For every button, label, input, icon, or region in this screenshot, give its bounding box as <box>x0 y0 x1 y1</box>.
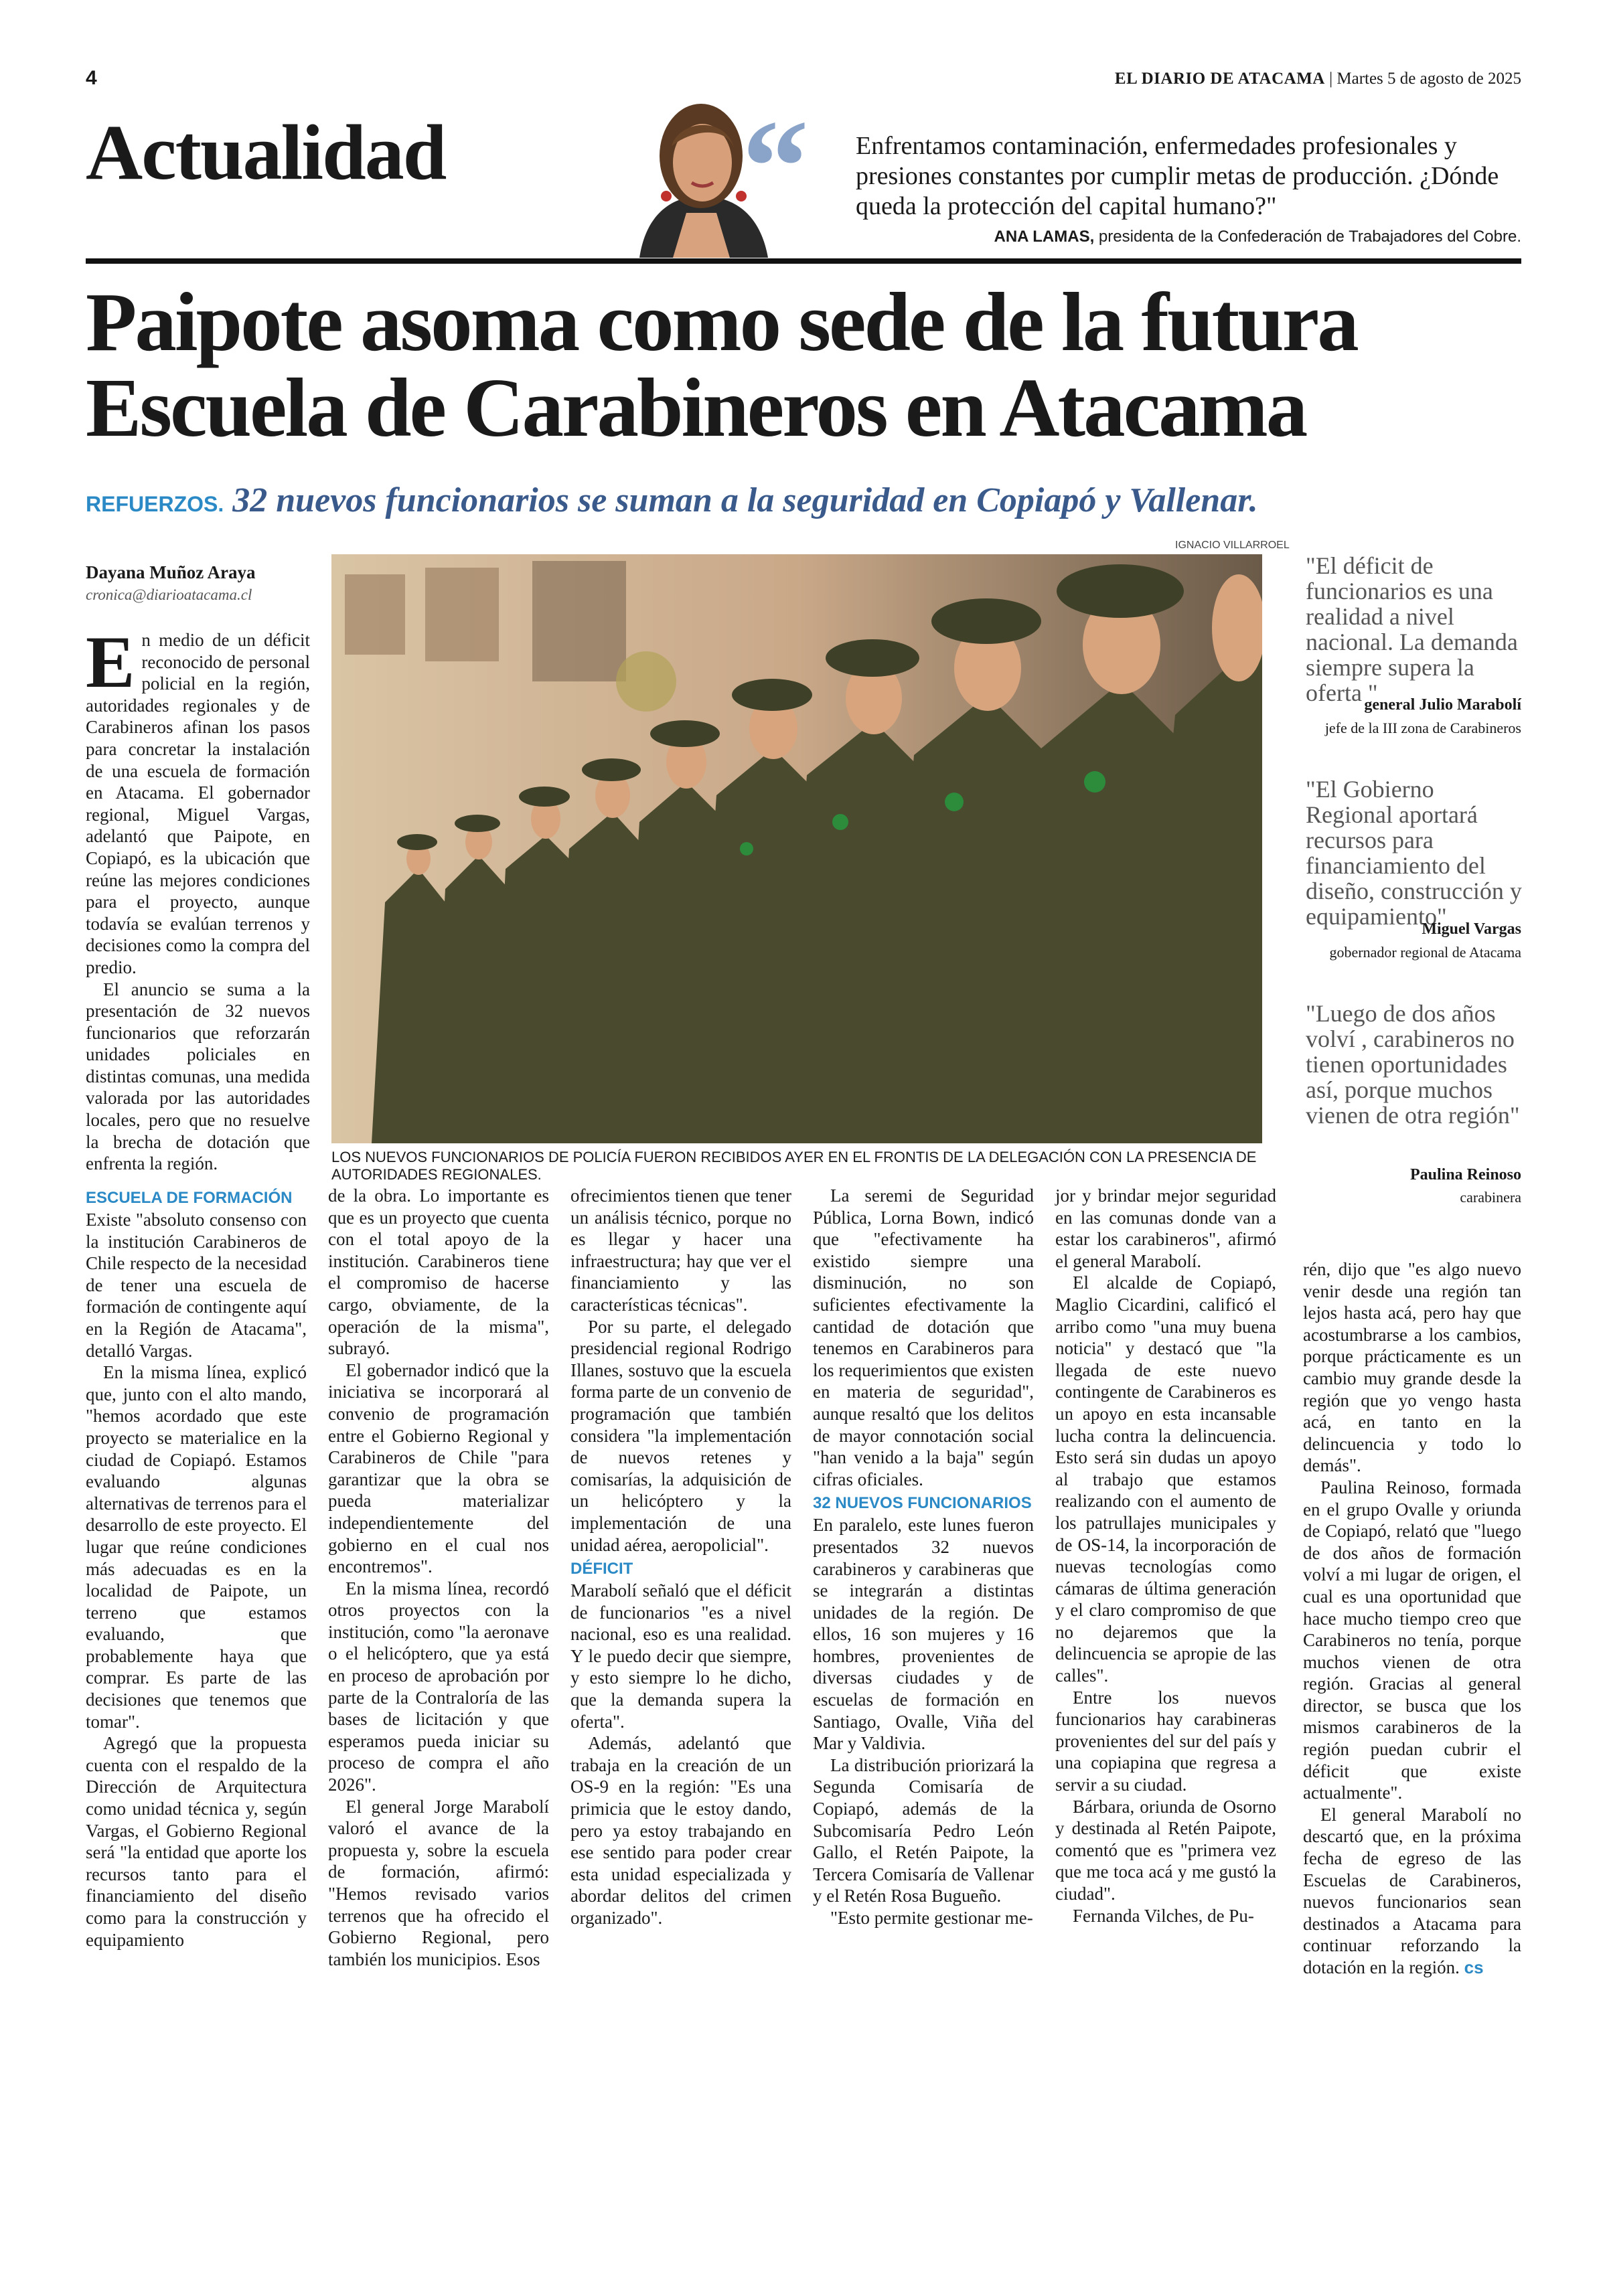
body-column-3 <box>570 1185 791 1929</box>
page-number: 4 <box>86 67 97 89</box>
body-paragraph: El gobernador indicó que la iniciativa se incorporará al convenio de programación entre el Gobierno Regional y Carabineros de Chile "para garantizar que la obra se pueda materializar independientemente del gobierno en el cual nos encontremos". <box>328 1360 549 1577</box>
body-paragraph: En la misma línea, recordó otros proyectos con la institución, como "la aeronave o el helicóptero, que ya está en proceso de aprobación por parte de la Contraloría de las bases de licitación y que esperamos pueda iniciar su proceso de compra el año 2026". <box>328 1578 549 1795</box>
section-title: Actualidad <box>86 108 446 196</box>
headline-line-1: Paipote asoma como sede de la futura <box>86 276 1357 369</box>
body-column-4 <box>813 1185 1034 1929</box>
quote-person-role: presidenta de la Confederación de Trabajadores del Cobre. <box>1098 228 1521 246</box>
main-photo <box>331 554 1262 1143</box>
headline <box>86 276 1559 455</box>
quote-person-name: ANA LAMAS, <box>994 228 1095 246</box>
body-paragraph: "Esto permite gestionar me- <box>830 1908 1033 1928</box>
side-quote-1-role: jefe de la III zona de Carabineros <box>1324 720 1521 736</box>
end-mark-icon: cs <box>1464 1957 1484 1977</box>
body-paragraph <box>1303 1804 1521 1979</box>
body-paragraph: Entre los nuevos funcionarios hay carabineras provenientes del sur del país y una copiapina que regresa a servir a su ciudad. <box>1055 1687 1276 1795</box>
lead-column <box>86 621 310 1175</box>
top-quote-attribution <box>994 228 1521 246</box>
deck-text: 32 nuevos funcionarios se suman a la seguridad en Copiapó y Vallenar. <box>232 481 1258 519</box>
kicker: REFUERZOS. <box>86 492 224 516</box>
body-paragraph: En la misma línea, explicó que, junto con el alto mando, "hemos acordado que este proyecto se materialice en la ciudad de Copiapó. Estamos evaluando algunas alternativas de terrenos para el desarrollo de este proyecto. El lugar que reúne condiciones más adecuadas es en la localidad de Paipote, un terreno que estamos evaluando, que probablemente haya que comprar. Es parte de las decisiones que tenemos que tomar". <box>86 1362 307 1732</box>
side-quote-3: "Luego de dos años volví , carabineros no tienen oportunidades así, porque muchos vienen de otra región" <box>1306 1000 1520 1129</box>
body-paragraph: En paralelo, este lunes fueron presentados 32 nuevos carabineros y carabineras que se integrarán a distintas unidades de la región. De ellos, 16 son mujeres y 16 hombres, provenientes de diversas ciudades y de escuelas de formación en Santiago, Ovalle, Viña del Mar y Valdivia. <box>813 1515 1034 1754</box>
body-column-2 <box>328 1185 549 1970</box>
body-paragraph: Además, adelantó que trabaja en la creación de un OS-9 en la región: "Es una primicia que le estoy dando, pero ya estoy trabajando en ese sentido para poder crear esta unidad especializada y abordar delitos del crimen organizado". <box>570 1733 791 1928</box>
quote-mark-icon: “ <box>742 93 809 241</box>
body-paragraph: Fernanda Vilches, de Pu- <box>1073 1905 1254 1926</box>
body-column-1 <box>86 1185 307 1951</box>
side-quote-1: "El déficit de funcionarios es una realidad a nivel nacional. La demanda siempre supera la oferta " <box>1306 552 1518 706</box>
body-column-5 <box>1055 1185 1276 1926</box>
body-paragraph: Agregó que la propuesta cuenta con el respaldo de la Dirección de Arquitectura como unidad técnica y, según Vargas, el Gobierno Regional será "la entidad que aporte los recursos tanto para el financiamiento del diseño como para la construcción y equipamiento <box>86 1733 307 1950</box>
header-rule <box>86 258 1521 264</box>
body-paragraph: El general Jorge Marabolí valoró el avance de la propuesta y, sobre la escuela de formación, afirmó: "Hemos revisado varios terrenos que ha ofrecido el Gobierno Regional, pero también los municipios. Esos <box>328 1796 549 1969</box>
masthead <box>1115 70 1521 88</box>
headline-line-2: Escuela de Carabineros en Atacama <box>86 362 1306 455</box>
subhead-nuevos-funcionarios: 32 NUEVOS FUNCIONARIOS <box>813 1494 1032 1513</box>
body-paragraph: rén, dijo que "es algo nuevo venir desde una región tan lejos hasta acá, pero hay que acostumbrarse a los cambios, porque prácticamente es un cambio muy grande desde la región que yo vengo hasta acá, en tanto en la delincuencia y todo lo demás". <box>1303 1259 1521 1476</box>
side-quote-2: "El Gobierno Regional aportará recursos para financiamiento del diseño, construcción y equipamiento" <box>1306 776 1522 930</box>
body-paragraph-text: El general Marabolí no descartó que, en la próxima fecha de egreso de las Escuelas de Carabineros, nuevos funcionarios sean destinados a Atacama para continuar reforzando la dotación en la región. <box>1303 1804 1521 1977</box>
body-paragraph: La seremi de Seguridad Pública, Lorna Bown, indicó que "efectivamente ha existido siempre una disminución, no son suficientes efectivamente la cantidad de dotación que tenemos en Carabineros para los requerimientos que existen en materia de seguridad", aunque resaltó que los delitos de mayor connotación social "han venido a la baja" según cifras oficiales. <box>813 1185 1034 1489</box>
side-quote-2-name: Miguel Vargas <box>1422 920 1521 938</box>
body-paragraph: Bárbara, oriunda de Osorno y destinada al Retén Paipote, comentó que es "primera vez que me toca acá y me gustó la ciudad". <box>1055 1796 1276 1904</box>
side-quote-2-role: gobernador regional de Atacama <box>1329 944 1521 961</box>
deck <box>86 481 1258 520</box>
subhead-escuela: ESCUELA DE FORMACIÓN <box>86 1189 293 1207</box>
byline: Dayana Muñoz Araya <box>86 562 256 582</box>
lead-paragraph: n medio de un déficit reconocido de personal policial en la región, autoridades regionales y de Carabineros afinan los pasos para concretar la instalación de una escuela de formación en Atacama. El gobernador regional, Miguel Vargas, adelantó que Paipote, en Copiapó, es la ubicación que reúne las mejores condiciones para el proyecto, aunque todavía se evalúan terrenos y decisiones como la compra del predio. <box>86 630 310 977</box>
issue-date: | Martes 5 de agosto de 2025 <box>1329 70 1521 88</box>
publication-name: EL DIARIO DE ATACAMA <box>1114 70 1325 88</box>
body-paragraph: Paulina Reinoso, formada en el grupo Ovalle y oriunda de Copiapó, relató que "luego de dos años de formación volví a mi lugar de origen, el cual es una oportunidad que hace mucho tiempo creo que Carabineros no tenía, porque muchos vienen de otra región. Gracias al general director, se busca que los mismos carabineros de la región puedan cubrir el déficit que existe actualmente". <box>1303 1477 1521 1803</box>
body-paragraph: jor y brindar mejor seguridad en las comunas donde van a estar los carabineros", afirmó el general Marabolí. <box>1055 1185 1276 1271</box>
body-paragraph: El alcalde de Copiapó, Maglio Cicardini, calificó el arribo como "una muy buena noticia" y destacó que "la llegada de este nuevo contingente de Carabineros es un apoyo en esta incansable lucha contra la delincuencia. Esto será sin dudas un apoyo al trabajo que estamos realizando con el aumento de los patrullajes municipales y de OS-14, la incorporación de nuevas tecnologías como cámaras de última generación y el claro compromiso de que no dejaremos que la delincuencia se apropie de las calles". <box>1055 1273 1276 1686</box>
photo-credit: IGNACIO VILLARROEL <box>1175 540 1290 551</box>
author-email: cronica@diarioatacama.cl <box>86 586 252 603</box>
body-paragraph: Marabolí señaló que el déficit de funcionarios "es a nivel nacional, eso es una realidad. Y le puedo decir que siempre, y esto siempre lo he dicho, que la demanda supera la oferta". <box>570 1580 791 1732</box>
body-paragraph: de la obra. Lo importante es que es un proyecto que cuenta con el total apoyo de la institución. Carabineros tiene el compromiso de hacerse cargo, obviamente, de la operación de la misma", subrayó. <box>328 1185 549 1359</box>
body-column-6 <box>1303 1258 1521 1979</box>
body-paragraph: La distribución priorizará la Segunda Comisaría de Copiapó, además de la Subcomisaría Pedro León Gallo, el Retén Paipote, la Tercera Comisaría de Vallenar y el Retén Rosa Bugueño. <box>813 1754 1034 1906</box>
lead-paragraph: El anuncio se suma a la presentación de 32 nuevos funcionarios que reforzarán unidades policiales en distintas comunas, una medida valorada por las autoridades locales, pero que no resuelve la brecha de dotación que enfrenta la región. <box>86 979 310 1174</box>
side-quote-1-name: general Julio Marabolí <box>1364 696 1521 714</box>
body-paragraph: ofrecimientos tienen que tener un análisis técnico, porque no es llegar y hacer una infraestructura; hay que ver el financiamiento y las características técnicas". <box>570 1185 791 1315</box>
drop-cap: E <box>86 621 135 703</box>
side-quote-3-name: Paulina Reinoso <box>1409 1166 1521 1183</box>
side-quote-3-role: carabinera <box>1460 1189 1521 1206</box>
body-paragraph: Existe "absoluto consenso con la institución Carabineros de Chile respecto de la necesidad de tener una escuela de formación de contingente aquí en la Región de Atacama", detalló Vargas. <box>86 1210 307 1361</box>
body-paragraph: Por su parte, el delegado presidencial regional Rodrigo Illanes, sostuvo que la escuela forma parte de un convenio de programación que también considera "la implementación de nuevos retenes y comisarías, la adquisición de un helicóptero y la implementación de una unidad aérea, aeropolicial". <box>570 1316 791 1555</box>
photo-caption: LOS NUEVOS FUNCIONARIOS DE POLICÍA FUERON RECIBIDOS AYER EN EL FRONTIS DE LA DELEGACIÓN CON LA PRESENCIA DE AUTORIDADES REGIONALES. <box>331 1149 1257 1183</box>
subhead-deficit: DÉFICIT <box>570 1560 633 1578</box>
top-quote-text: Enfrentamos contaminación, enfermedades profesionales y presiones constantes por cumplir metas de producción. ¿Dónde queda la protección del capital humano?" <box>856 132 1499 220</box>
